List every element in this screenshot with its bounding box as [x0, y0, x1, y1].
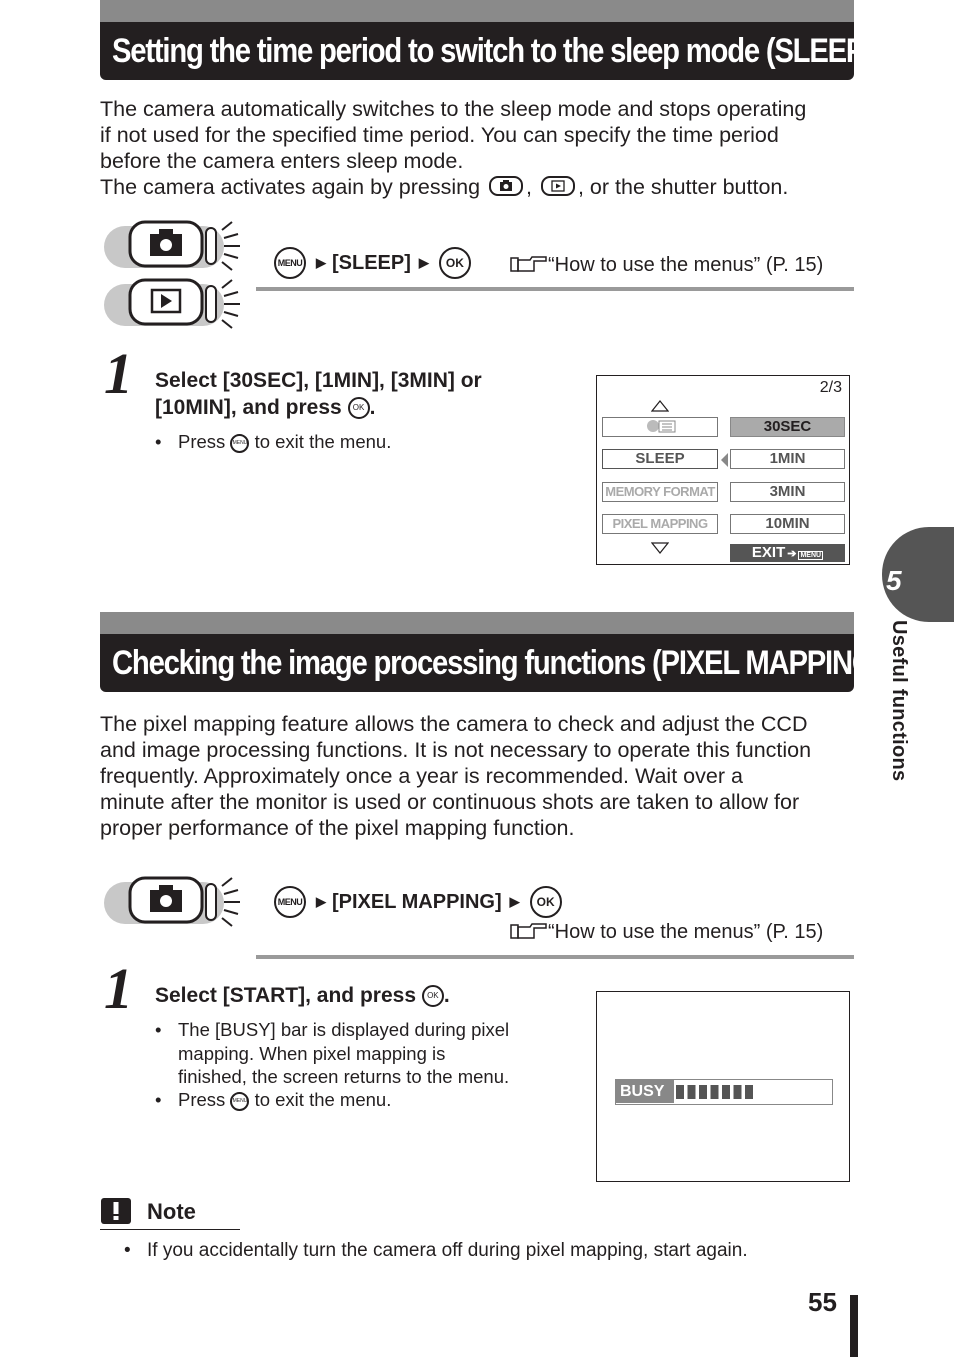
note-text: • If you accidentally turn the camera off during pixel mapping, start again.: [124, 1240, 748, 1261]
menu-button-icon: MENU: [274, 886, 306, 918]
busy-bar: BUSY: [615, 1079, 833, 1105]
menu-item-memory-format[interactable]: MEMORY FORMAT: [602, 482, 718, 502]
up-arrow-icon: [651, 400, 669, 412]
section1-rule: [256, 287, 854, 291]
exclamation-icon: [100, 1197, 132, 1225]
section2-bullet-1: • The [BUSY] bar is displayed during pixel mapping. When pixel mapping is finished, the screen returns to the menu.: [155, 1019, 510, 1087]
menu-button-icon: MENU: [230, 1092, 249, 1111]
ok-button-icon: OK: [422, 985, 444, 1007]
busy-segment: [745, 1085, 753, 1099]
pointer-left-icon: [719, 452, 729, 468]
playback-button-icon: [541, 176, 575, 196]
section2-step-text: Select [START], and press OK .: [155, 984, 450, 1007]
shooting-mode-dial-icon: [102, 216, 247, 334]
page-number: 55: [808, 1287, 837, 1317]
section1-bullet: • Press MENU to exit the menu.: [155, 431, 392, 452]
pointing-hand-icon: [510, 253, 548, 275]
option-10min[interactable]: 10MIN: [730, 514, 845, 534]
busy-progress: [676, 1085, 830, 1099]
section1-header-bar: [100, 0, 854, 22]
menu-item-pixel-mapping[interactable]: PIXEL MAPPING: [602, 514, 718, 534]
busy-segment: [722, 1085, 730, 1099]
section1-title: Setting the time period to switch to the sleep mode (SLEEP): [100, 22, 854, 80]
section2-header-bar: [100, 612, 854, 634]
busy-segment: [676, 1085, 684, 1099]
arrow-right-icon: ➔: [787, 548, 797, 560]
menu-item-sleep[interactable]: SLEEP: [602, 449, 718, 469]
chapter-number: 5: [886, 565, 902, 596]
ok-button-icon: OK: [530, 886, 562, 918]
note-heading: Note: [100, 1197, 240, 1230]
chapter-label: Useful functions: [888, 620, 910, 782]
exit-button[interactable]: EXIT ➔ MENU: [730, 544, 845, 562]
option-1min[interactable]: 1MIN: [730, 449, 845, 469]
section2-step-number: 1: [104, 956, 133, 1021]
sleep-menu-screen: 2/3 SLEEP MEMORY FORMAT PIXEL MAPPING 30SEC 1MIN 3MIN 10MIN EXIT ➔ MENU: [596, 375, 850, 565]
down-arrow-icon: [651, 542, 669, 554]
section2-menu-path: MENU ▶ [PIXEL MAPPING] ▶ OK: [274, 886, 562, 918]
page-edge-bar: [850, 1295, 858, 1357]
section2-bullet-2: • Press MENU to exit the menu.: [155, 1089, 392, 1110]
pointing-hand-icon: [510, 920, 548, 942]
section2-title: Checking the image processing functions (PIXEL MAPPING): [100, 634, 854, 692]
ok-button-icon: OK: [348, 397, 370, 419]
section2-rule: [256, 955, 854, 959]
option-3min[interactable]: 3MIN: [730, 482, 845, 502]
section1-reference: “How to use the menus” (P. 15): [510, 253, 823, 277]
option-30sec[interactable]: 30SEC: [730, 417, 845, 437]
menu-small-icon: MENU: [800, 552, 822, 559]
busy-segment: [734, 1085, 742, 1099]
busy-segment: [699, 1085, 707, 1099]
menu-button-icon: MENU: [274, 247, 306, 279]
section2-reference: “How to use the menus” (P. 15): [510, 920, 823, 944]
menu-button-icon: MENU: [230, 434, 249, 453]
menu-tab-icon: [602, 417, 718, 437]
shooting-button-icon: [489, 176, 523, 196]
section1-paragraph: The camera automatically switches to the sleep mode and stops operating if not used for the specified time period. You can specify the time period before the camera enters sleep mode. The camera activates again by pressing , , or the shutter button.: [100, 97, 807, 199]
section2-paragraph: The pixel mapping feature allows the camera to check and adjust the CCD and image processing functions. It is not necessary to operate this function frequently. Approximately once a year is recommended. Wait over a minute after the monitor is used or continuous shots are taken to allow for proper performance of the pixel mapping function.: [100, 712, 812, 840]
section1-step-number: 1: [104, 341, 133, 406]
pixel-mapping-screen: [596, 991, 850, 1182]
section1-step-text: Select [30SEC], [1MIN], [3MIN] or [10MIN], and press OK .: [155, 369, 482, 419]
busy-segment: [711, 1085, 719, 1099]
section1-menu-path: MENU ▶ [SLEEP] ▶ OK: [274, 247, 471, 279]
shooting-mode-dial-icon: [102, 876, 247, 934]
busy-segment: [688, 1085, 696, 1099]
ok-button-icon: OK: [439, 247, 471, 279]
